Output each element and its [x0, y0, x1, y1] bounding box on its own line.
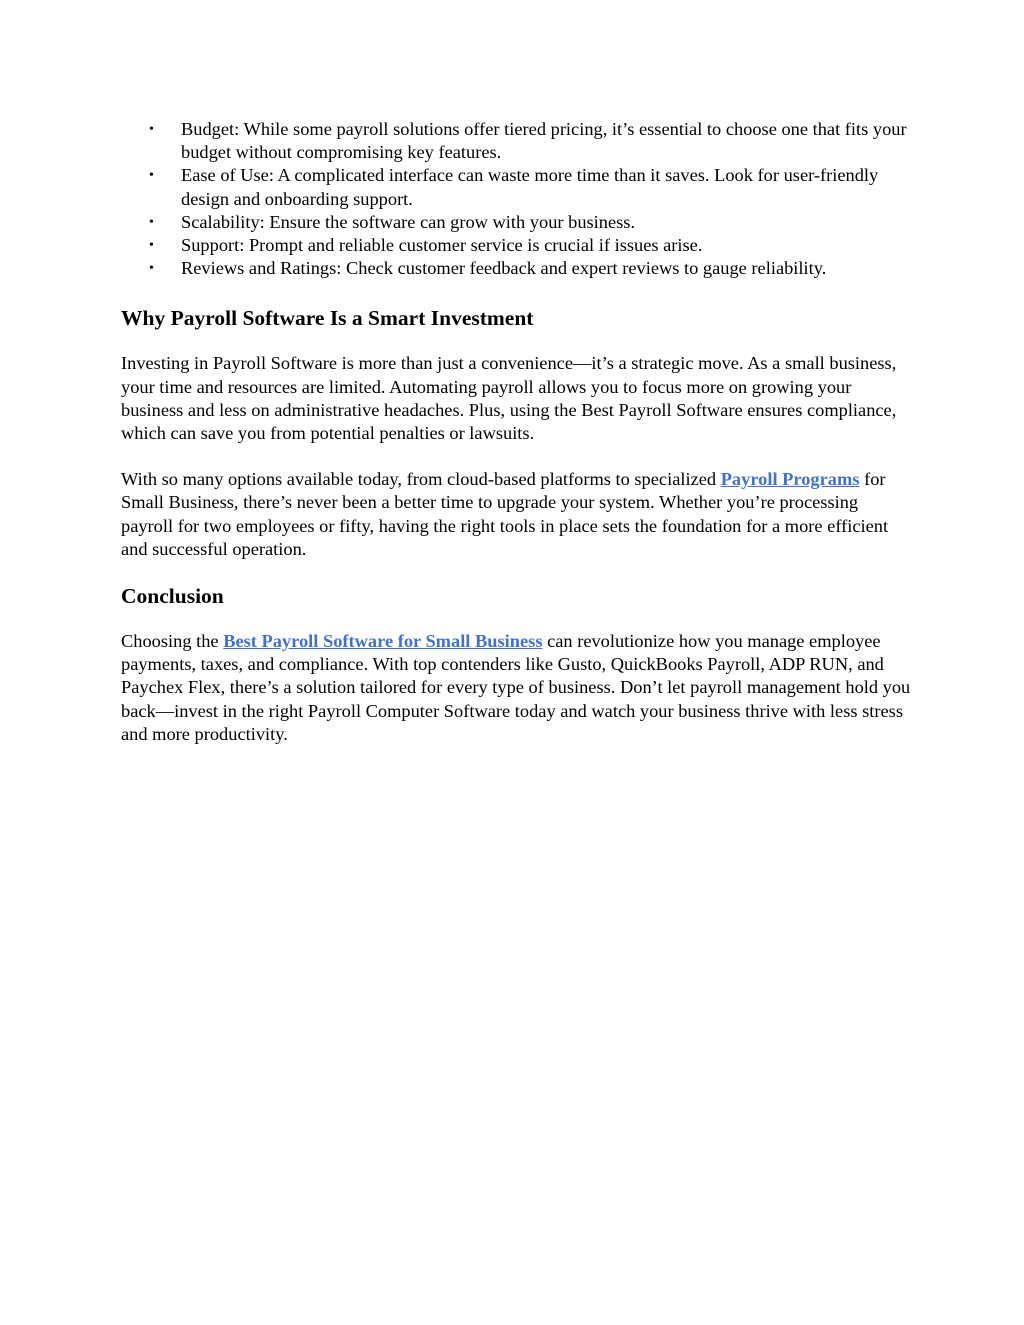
options-text-before: With so many options available today, from cloud-based platforms to specialized	[121, 469, 721, 490]
list-item	[121, 164, 911, 210]
bullet-icon: •	[149, 168, 154, 184]
document-page	[121, 118, 911, 746]
payroll-programs-link[interactable]: Payroll Programs	[720, 469, 860, 490]
section-heading-investment: Why Payroll Software Is a Smart Investment	[121, 306, 534, 331]
list-item-text: Budget: While some payroll solutions offer tiered pricing, it’s essential to choose one that fits your budget without compromising key features.	[181, 119, 907, 163]
section-heading-conclusion: Conclusion	[121, 584, 224, 609]
bullet-icon: •	[149, 261, 154, 277]
investment-paragraph: Investing in Payroll Software is more than just a convenience—it’s a strategic move. As a small business, your time and resources are limited. Automating payroll allows you to focus more on growing your business and less on administrative headaches. Plus, using the Best Payroll Software ensures compliance, which can save you from potential penalties or lawsuits.	[121, 353, 897, 444]
list-item	[121, 118, 911, 164]
list-item-text: Support: Prompt and reliable customer service is crucial if issues arise.	[181, 235, 703, 256]
bullet-icon: •	[149, 238, 154, 254]
bullet-icon: •	[149, 122, 154, 137]
bullet-icon: •	[149, 214, 154, 230]
criteria-list	[121, 118, 911, 280]
list-item	[121, 257, 911, 280]
conclusion-text-before: Choosing the	[121, 631, 224, 652]
list-item-text: Ease of Use: A complicated interface can waste more time than it saves. Look for user-friendly design and onboarding support.	[181, 165, 879, 209]
list-item-text: Reviews and Ratings: Check customer feedback and expert reviews to gauge reliability.	[181, 258, 827, 279]
options-text-after: for Small Business, there’s never been a better time to upgrade your system. Whether you’re processing payroll for two employees or fifty, having the right tools in place sets the foundation for a more efficient and successful operation.	[121, 469, 889, 559]
options-paragraph	[121, 468, 911, 561]
conclusion-paragraph	[121, 630, 911, 746]
list-item-text: Scalability: Ensure the software can grow with your business.	[181, 211, 636, 232]
conclusion-text-after: can revolutionize how you manage employee payments, taxes, and compliance. With top contenders like Gusto, QuickBooks Payroll, ADP RUN, and Paychex Flex, there’s a solution tailored for every type of business. Don’t let payroll management hold you back—invest in the right Payroll Computer Software today and watch your business thrive with less stress and more productivity.	[121, 631, 911, 744]
list-item	[121, 211, 911, 234]
list-item	[121, 234, 911, 257]
best-payroll-software-link[interactable]: Best Payroll Software for Small Business	[223, 631, 543, 652]
